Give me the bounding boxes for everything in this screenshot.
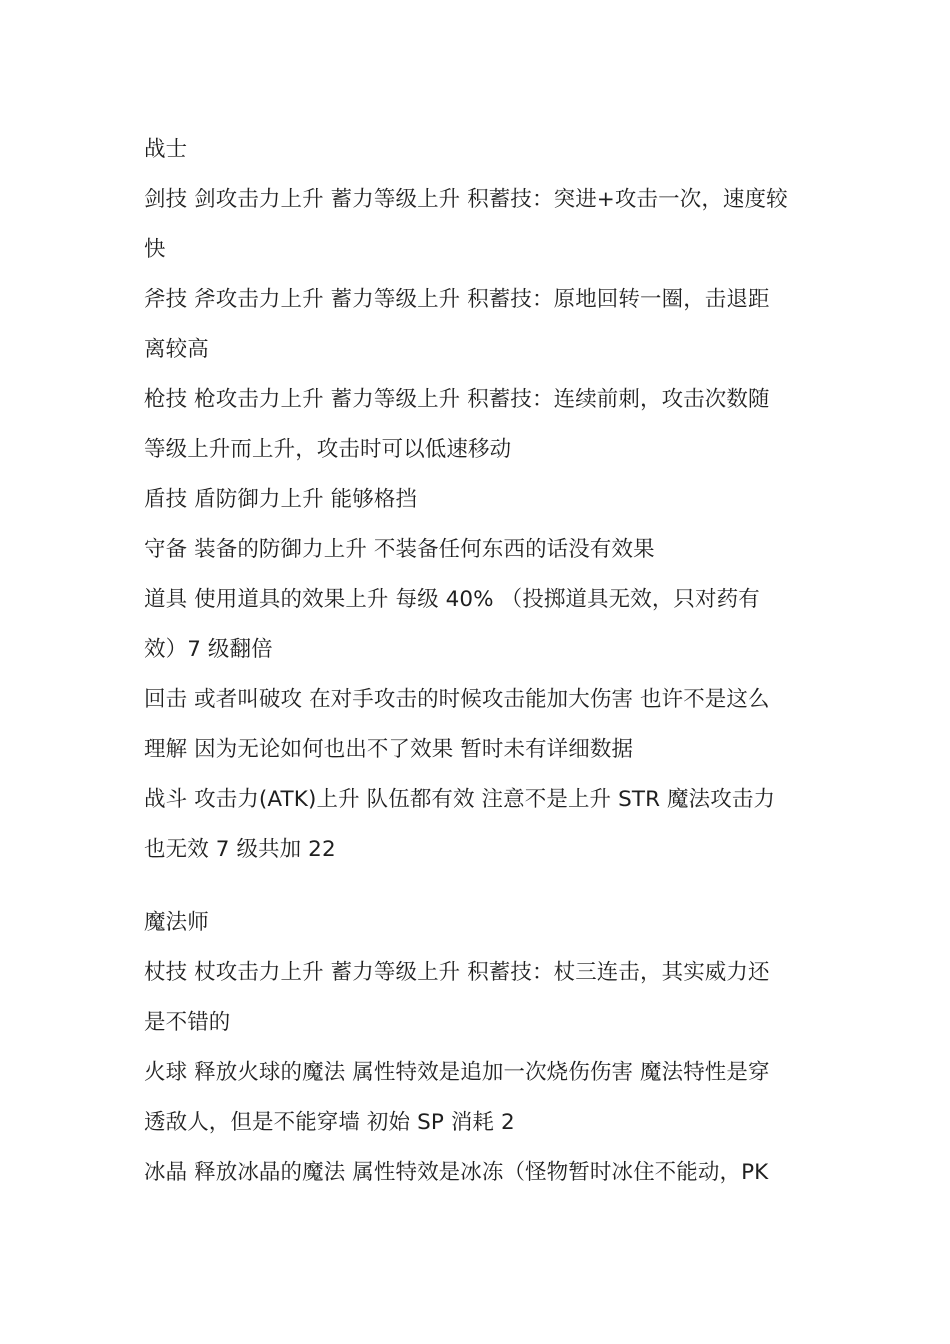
text-line: 效）7 级翻倍: [144, 637, 273, 662]
text-line: 枪技 枪攻击力上升 蓄力等级上升 积蓄技：连续前刺，攻击次数随: [144, 387, 770, 412]
document-page: [144, 125, 808, 1198]
text-line: 理解 因为无论如何也出不了效果 暂时未有详细数据: [144, 737, 634, 762]
text-line: 剑技 剑攻击力上升 蓄力等级上升 积蓄技：突进+攻击一次，速度较: [144, 187, 788, 212]
text-line: 道具 使用道具的效果上升 每级 40% （投掷道具无效，只对药有: [144, 587, 760, 612]
section-heading: 魔法师: [144, 910, 209, 935]
text-line: 透敌人，但是不能穿墙 初始 SP 消耗 2: [144, 1110, 515, 1135]
text-line: 等级上升而上升，攻击时可以低速移动: [144, 437, 512, 462]
text-line: 是不错的: [144, 1010, 231, 1035]
text-line: 离较高: [144, 337, 209, 362]
section-heading: 战士: [144, 137, 188, 162]
text-line: 快: [144, 237, 166, 262]
section-mage: [144, 898, 808, 1198]
text-line: 盾技 盾防御力上升 能够格挡: [144, 487, 418, 512]
text-line: 杖技 杖攻击力上升 蓄力等级上升 积蓄技：杖三连击，其实威力还: [144, 960, 770, 985]
section-warrior: [144, 125, 808, 875]
text-line: 冰晶 释放冰晶的魔法 属性特效是冰冻（怪物暂时冰住不能动，PK: [144, 1160, 769, 1185]
text-line: 火球 释放火球的魔法 属性特效是追加一次烧伤伤害 魔法特性是穿: [144, 1060, 770, 1085]
text-line: 也无效 7 级共加 22: [144, 837, 336, 862]
text-line: 守备 装备的防御力上升 不装备任何东西的话没有效果: [144, 537, 655, 562]
text-line: 斧技 斧攻击力上升 蓄力等级上升 积蓄技：原地回转一圈，击退距: [144, 287, 770, 312]
text-line: 战斗 攻击力(ATK)上升 队伍都有效 注意不是上升 STR 魔法攻击力: [144, 787, 776, 812]
text-line: 回击 或者叫破攻 在对手攻击的时候攻击能加大伤害 也许不是这么: [144, 687, 770, 712]
